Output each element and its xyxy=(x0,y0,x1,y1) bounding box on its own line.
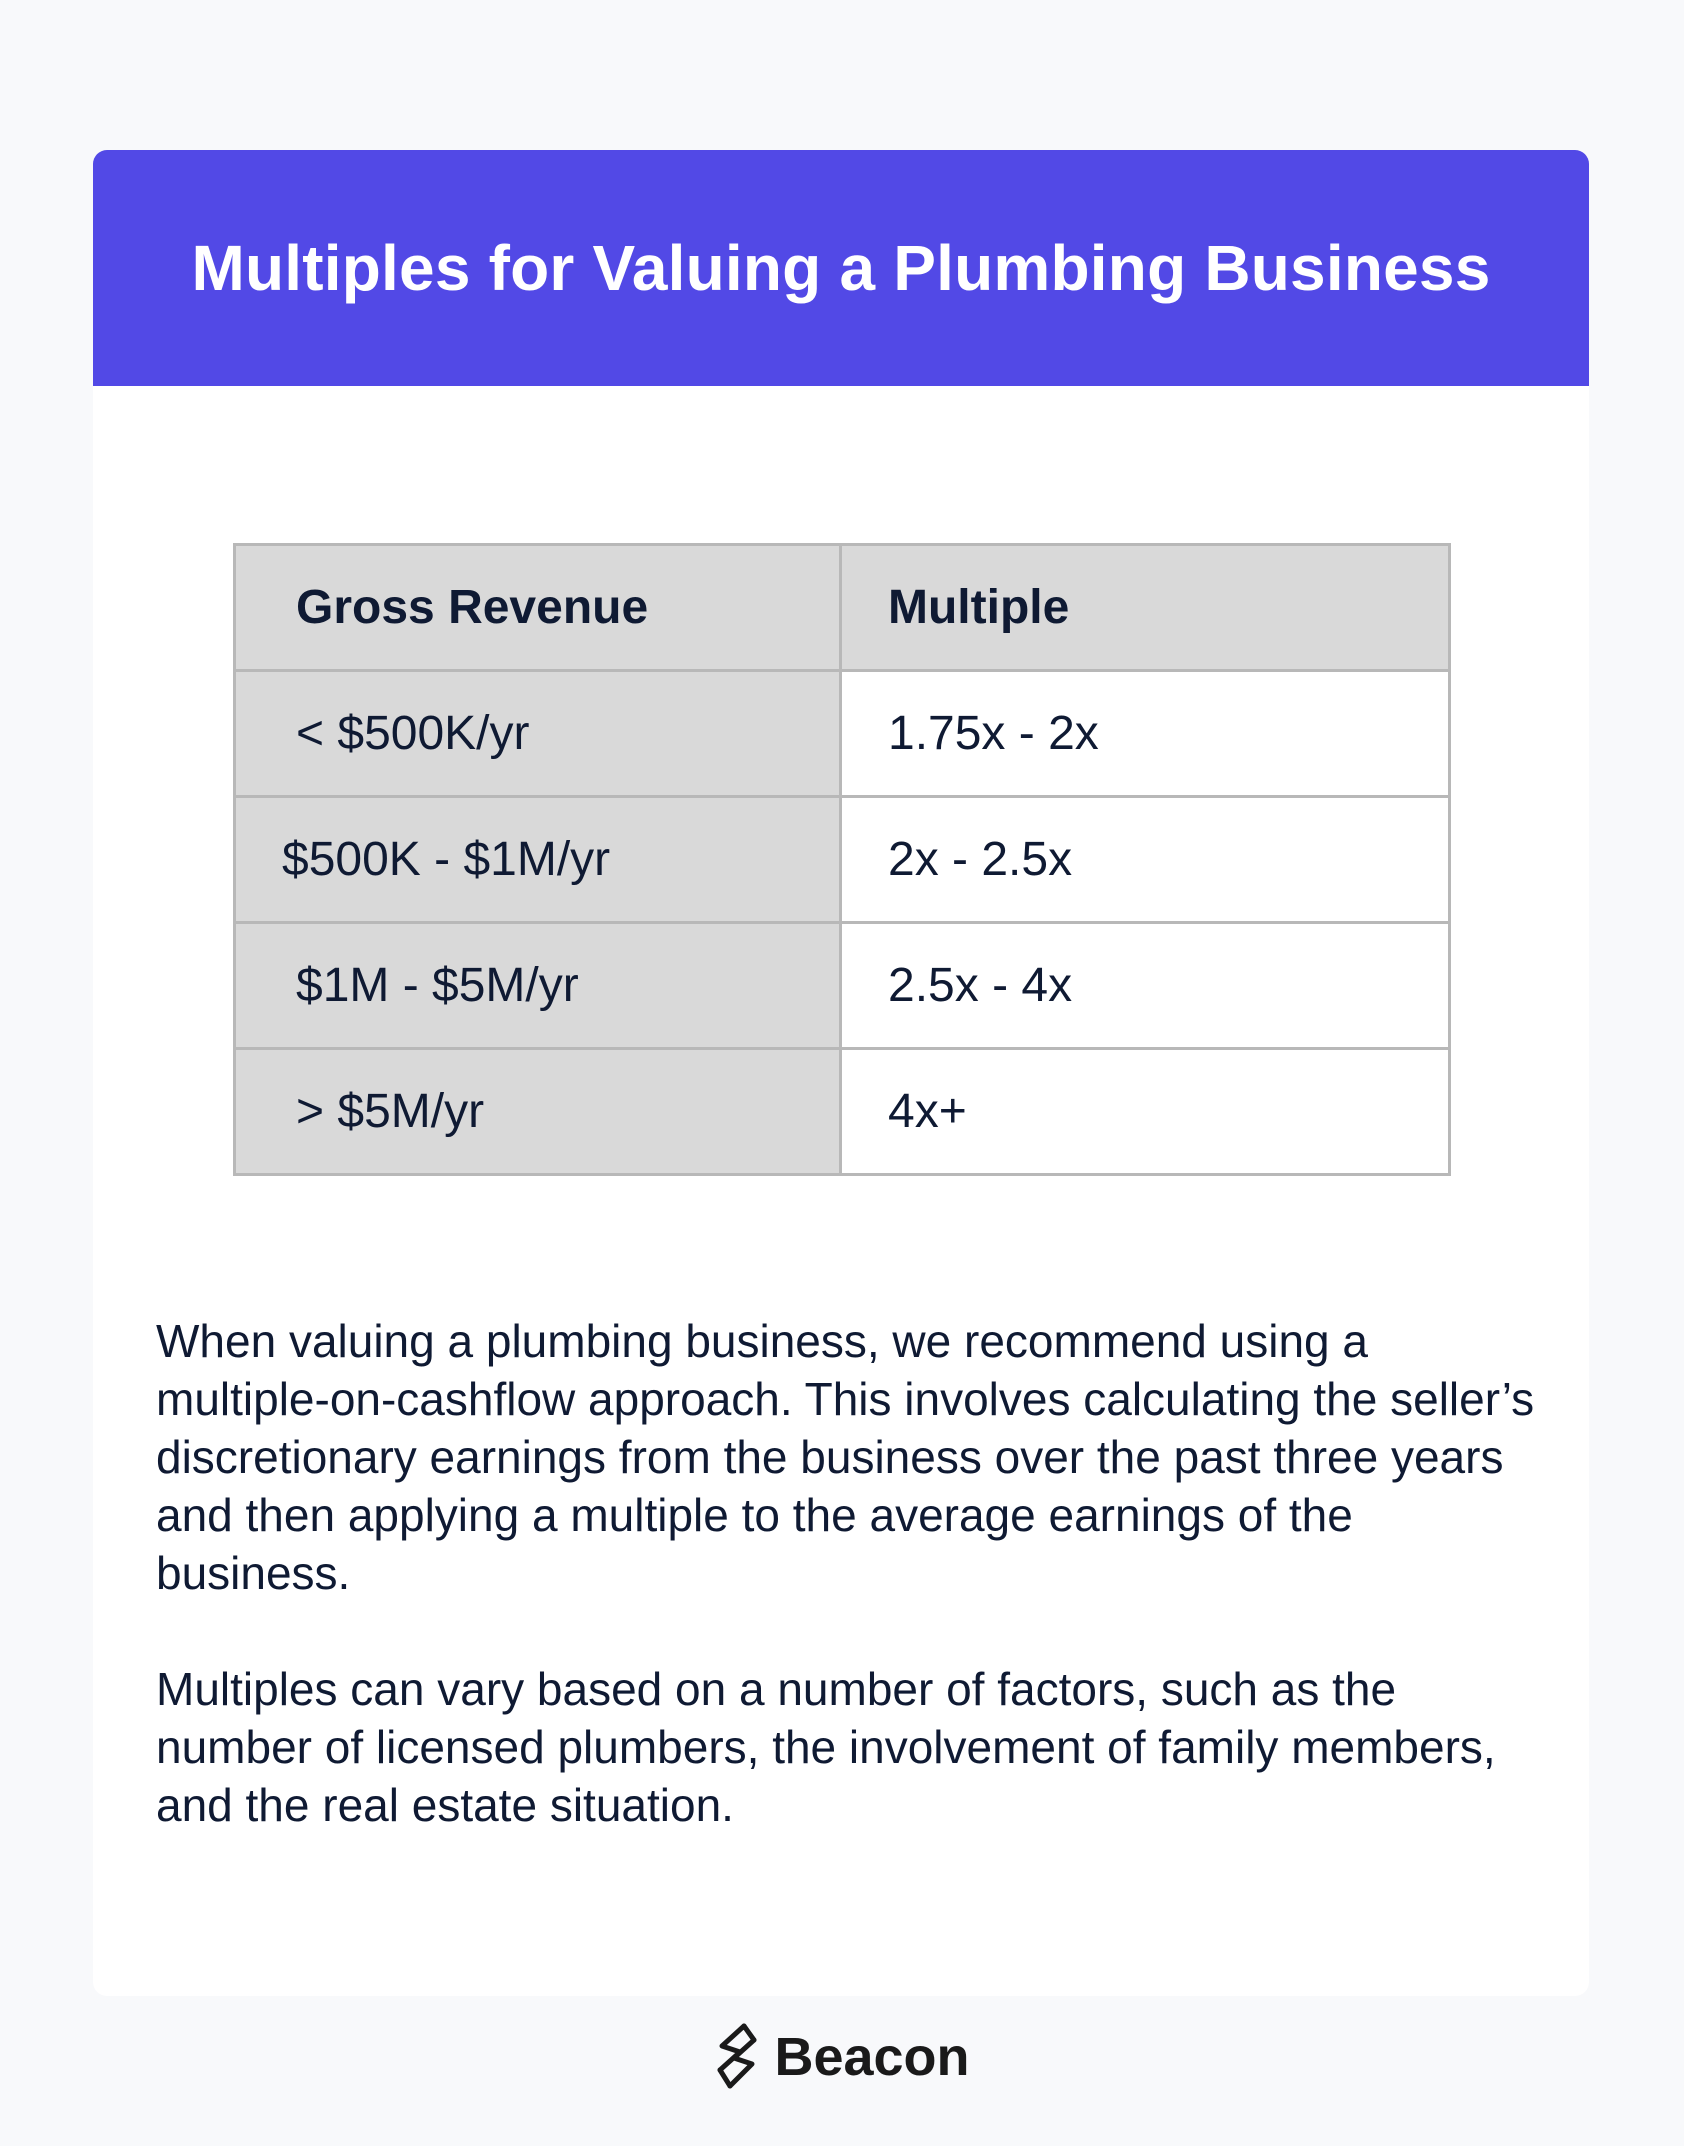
table-row xyxy=(235,1049,1450,1175)
multiple-cell: 2x - 2.5x xyxy=(841,797,1450,923)
revenue-cell: $1M - $5M/yr xyxy=(235,923,841,1049)
brand-footer xyxy=(0,2022,1684,2092)
multiple-cell: 1.75x - 2x xyxy=(841,671,1450,797)
multiple-cell: 2.5x - 4x xyxy=(841,923,1450,1049)
revenue-cell: < $500K/yr xyxy=(235,671,841,797)
column-header-multiple: Multiple xyxy=(841,545,1450,671)
brand-name: Beacon xyxy=(774,2027,970,2087)
content-card xyxy=(93,150,1589,1996)
table-row xyxy=(235,923,1450,1049)
revenue-cell: $500K - $1M/yr xyxy=(235,797,841,923)
table-row xyxy=(235,671,1450,797)
card-header xyxy=(93,150,1589,386)
multiple-cell: 4x+ xyxy=(841,1049,1450,1175)
body-paragraph-2: Multiples can vary based on a number of factors, such as the number of licensed plumbers, the involvement of family members, and the real estate situation. xyxy=(156,1663,1496,1831)
beacon-logo-icon xyxy=(714,2022,764,2092)
column-header-gross-revenue: Gross Revenue xyxy=(235,545,841,671)
body-paragraph-1: When valuing a plumbing business, we recommend using a multiple-on-cashflow approach. This involves calculating the seller’s discretionary earnings from the business over the past three years and then applying a multiple to the average earnings of the business. xyxy=(156,1315,1535,1599)
revenue-cell: > $5M/yr xyxy=(235,1049,841,1175)
table-row xyxy=(235,797,1450,923)
table-header-row xyxy=(235,545,1450,671)
multiples-table xyxy=(233,543,1451,1176)
page-title: Multiples for Valuing a Plumbing Business xyxy=(191,232,1491,304)
